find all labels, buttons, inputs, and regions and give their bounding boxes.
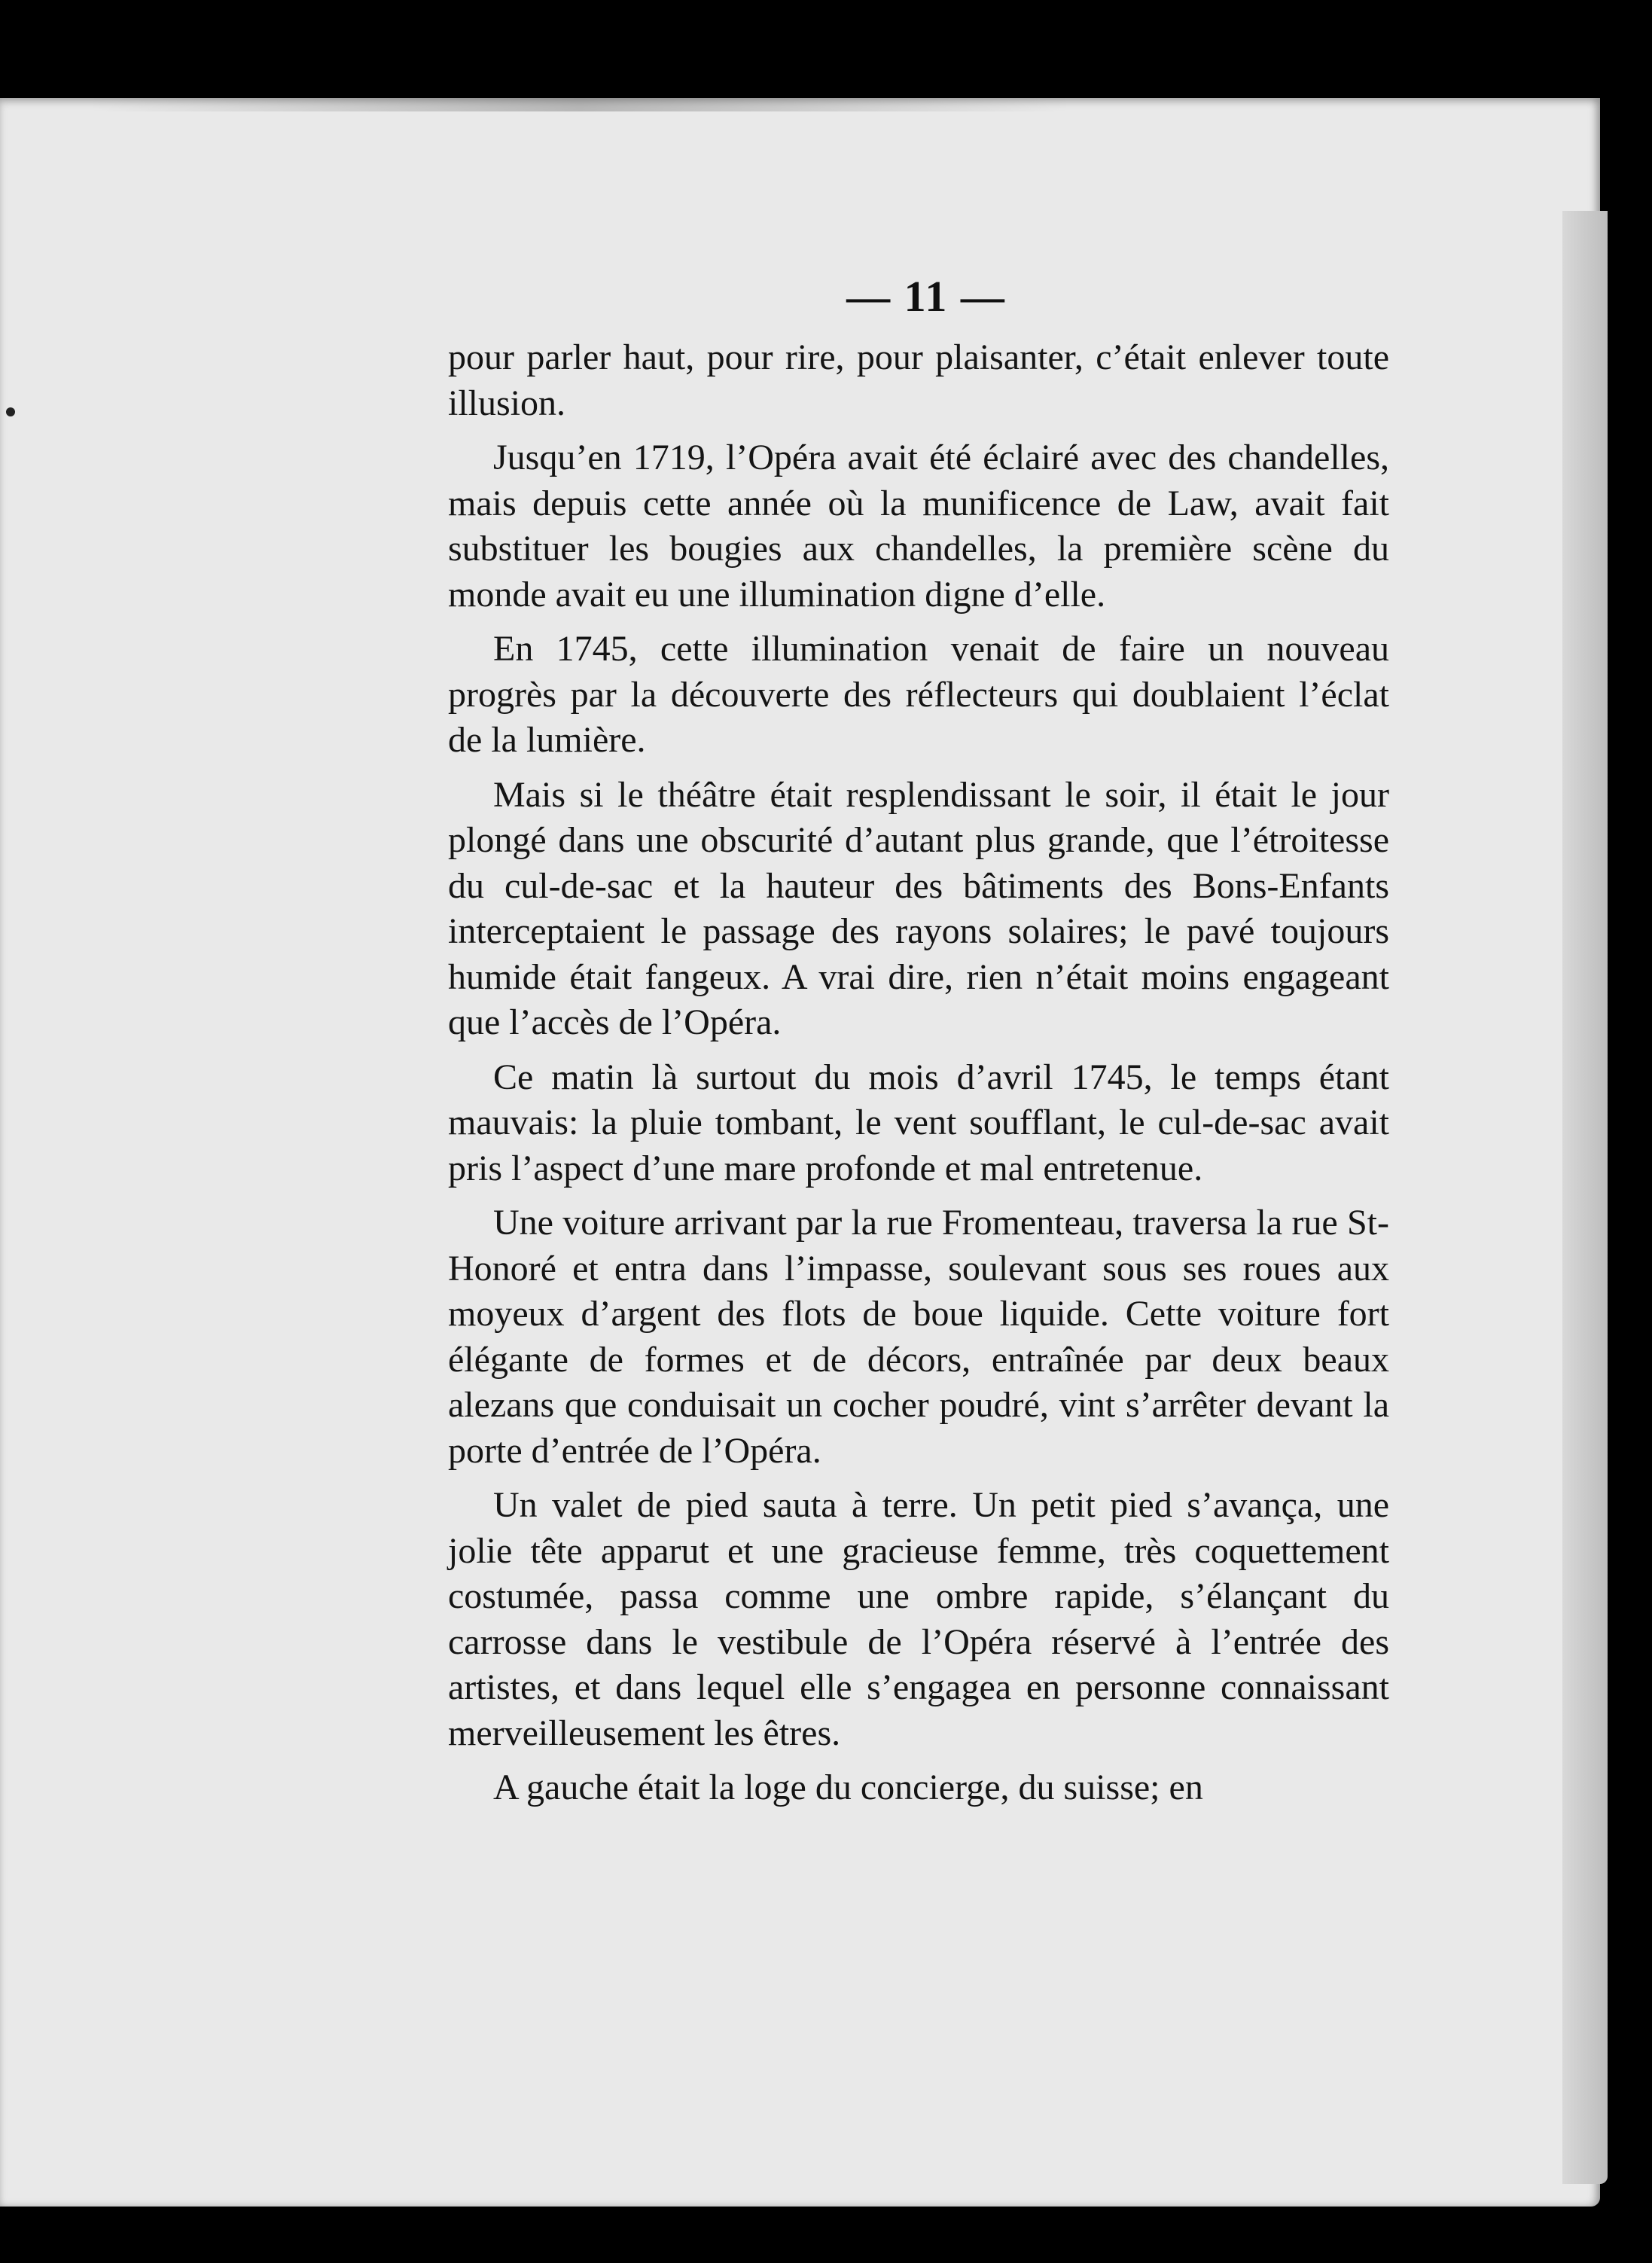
paragraph-continuation: pour parler haut, pour rire, pour plaisanter, c’était enlever toute illusion. xyxy=(448,337,1389,423)
page-number: — 11 — xyxy=(846,272,1006,321)
paragraph: Un valet de pied sauta à terre. Un petit pied s’avança, une jolie tête apparut et une gracieuse femme, très coquettement costumée, passa comme une ombre rapide, s’élançant du carrosse dans le vestibule de l’Opéra réservé à l’entrée des artistes, et dans lequel elle s’engagea en personne connaissant merveilleusement les êtres. xyxy=(448,1485,1389,1753)
paragraph: Jusqu’en 1719, l’Opéra avait été éclairé avec des chandelles, mais depuis cette année où la munificence de Law, avait fait substituer les bougies aux chandelles, la première scène du monde avait eu une illumination digne d’elle. xyxy=(448,438,1389,615)
scan-smudge xyxy=(90,98,1069,111)
paragraph: Une voiture arrivant par la rue Fromenteau, traversa la rue St-Honoré et entra dans l’impasse, soulevant sous ses roues aux moyeux d’argent des flots de boue liquide. Cette voiture fort élégante de formes et de décors, entraînée par deux beaux alezans que conduisait un cocher poudré, vint s’arrêter devant la porte d’entrée de l’Opéra. xyxy=(448,1203,1389,1471)
page-edge-shadow xyxy=(1562,211,1608,2184)
paragraph: En 1745, cette illumination venait de faire un nouveau progrès par la découverte des réflecteurs qui doublaient l’éclat de la lumière. xyxy=(448,629,1389,760)
paragraph: A gauche était la loge du concierge, du suisse; en xyxy=(493,1767,1203,1807)
body-text xyxy=(448,335,1389,1820)
paragraph: Ce matin là surtout du mois d’avril 1745, le temps étant mauvais: la pluie tombant, le vent soufflant, le cul-de-sac avait pris l’aspect d’une mare profonde et mal entretenue. xyxy=(448,1057,1389,1188)
margin-mark xyxy=(6,407,15,416)
paragraph: Mais si le théâtre était resplendissant le soir, il était le jour plongé dans une obscurité d’autant plus grande, que l’étroitesse du cul-de-sac et la hauteur des bâtiments des Bons-Enfants interceptaient le passage des rayons solaires; le pavé toujours humide était fangeux. A vrai dire, rien n’était moins engageant que l’accès de l’Opéra. xyxy=(448,774,1389,1042)
